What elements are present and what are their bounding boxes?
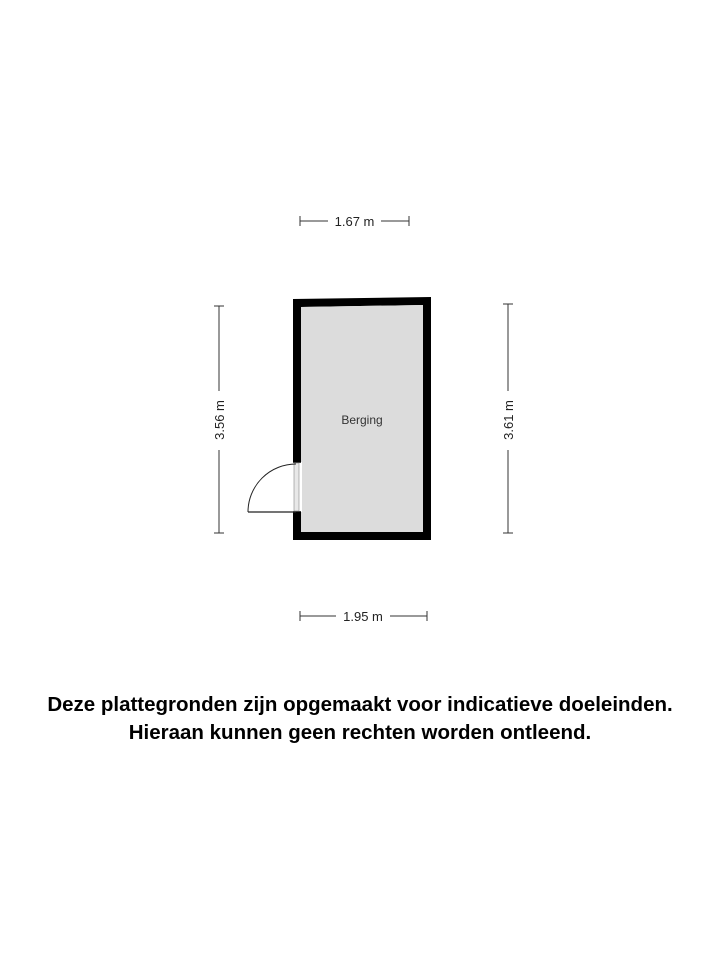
dimension-top (300, 214, 409, 229)
dimension-right-label: 3.61 m (501, 400, 516, 440)
disclaimer-line-1: Deze plattegronden zijn opgemaakt voor indicatieve doeleinden. (47, 693, 673, 716)
disclaimer-line-2: Hieraan kunnen geen rechten worden ontleend. (128, 721, 592, 744)
dimension-bottom (300, 609, 427, 624)
door-frame (294, 463, 299, 511)
dimension-top-label: 1.67 m (334, 214, 375, 229)
dimension-left (212, 306, 227, 533)
room-label: Berging (341, 413, 383, 427)
dimension-left-label: 3.56 m (212, 400, 227, 440)
door-swing (248, 464, 296, 512)
dimension-bottom-label: 1.95 m (343, 609, 383, 624)
dimension-right (501, 304, 516, 533)
